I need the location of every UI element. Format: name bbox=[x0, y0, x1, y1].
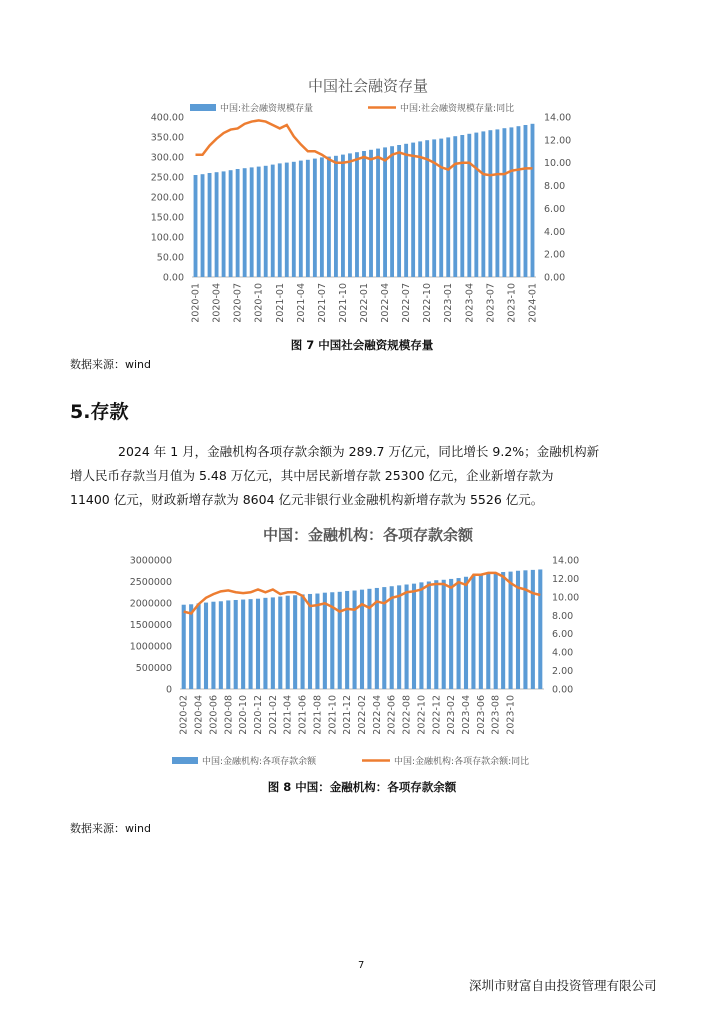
bar bbox=[264, 166, 268, 277]
bar bbox=[197, 603, 201, 689]
bar bbox=[271, 597, 275, 689]
x-tick-label: 2022-01 bbox=[359, 283, 370, 323]
x-tick-label: 2021-01 bbox=[274, 283, 286, 323]
x-tick-label: 2020-01 bbox=[190, 283, 202, 323]
legend-bar-swatch bbox=[190, 104, 216, 111]
bar bbox=[367, 589, 371, 689]
right-tick-label: 4.00 bbox=[552, 647, 574, 659]
x-tick-label: 2020-04 bbox=[211, 283, 223, 323]
bar bbox=[467, 134, 471, 277]
bar bbox=[419, 582, 423, 689]
left-tick-label: 2000000 bbox=[129, 598, 172, 610]
legend-bar-label: 中国:社会融资规模存量 bbox=[220, 104, 314, 114]
bar bbox=[355, 152, 359, 277]
bar bbox=[292, 162, 296, 277]
left-tick-label: 400.00 bbox=[150, 112, 184, 124]
bar bbox=[362, 151, 366, 277]
x-tick-label: 2020-04 bbox=[193, 695, 205, 735]
paragraph-line-2: 增人民币存款当月值为 5.48 万亿元，其中居民新增存款 25300 亿元，企业新增存款为 bbox=[70, 468, 554, 483]
x-tick-label: 2021-04 bbox=[295, 283, 307, 323]
right-tick-label: 4.00 bbox=[544, 226, 566, 238]
bar-series bbox=[194, 124, 535, 277]
section-heading: 5.存款 bbox=[70, 401, 129, 423]
x-tick-label: 2022-04 bbox=[380, 283, 392, 323]
bar bbox=[486, 574, 490, 689]
bar bbox=[412, 584, 416, 689]
x-axis-ticks bbox=[179, 695, 517, 735]
bar bbox=[338, 592, 342, 689]
bar bbox=[434, 580, 438, 689]
chart-title: 中国社会融资存量 bbox=[307, 77, 429, 95]
legend-line-label: 中国:社会融资规模存量:同比 bbox=[400, 104, 515, 114]
bar bbox=[449, 579, 453, 689]
bar bbox=[457, 578, 461, 689]
bar bbox=[263, 598, 267, 689]
bar bbox=[502, 128, 506, 277]
bar bbox=[390, 146, 394, 277]
bar bbox=[306, 160, 310, 277]
bar bbox=[182, 605, 186, 689]
left-tick-label: 150.00 bbox=[150, 212, 184, 224]
bar bbox=[397, 145, 401, 277]
x-tick-label: 2021-12 bbox=[342, 695, 354, 735]
bar bbox=[315, 594, 319, 689]
bar bbox=[229, 170, 233, 277]
bar bbox=[204, 603, 208, 689]
bar bbox=[313, 159, 317, 277]
left-tick-label: 100.00 bbox=[150, 232, 184, 244]
left-tick-label: 200.00 bbox=[150, 192, 184, 204]
page-number: 7 bbox=[358, 960, 365, 971]
right-tick-label: 12.00 bbox=[544, 135, 572, 147]
bar bbox=[334, 156, 338, 277]
bar bbox=[509, 572, 513, 689]
bar bbox=[189, 604, 193, 689]
bar bbox=[323, 593, 327, 689]
bar bbox=[241, 600, 245, 689]
bar bbox=[286, 596, 290, 689]
right-tick-label: 14.00 bbox=[552, 555, 580, 567]
bar bbox=[383, 147, 387, 277]
bar bbox=[201, 174, 205, 277]
x-tick-label: 2023-04 bbox=[461, 695, 472, 735]
bar bbox=[369, 150, 373, 277]
left-tick-label: 0.00 bbox=[162, 272, 184, 284]
bar bbox=[341, 155, 345, 277]
bar bbox=[250, 167, 254, 277]
data-source-2: 数据来源：wind bbox=[70, 822, 152, 835]
bar bbox=[299, 161, 303, 277]
right-tick-label: 0.00 bbox=[544, 272, 566, 284]
bar bbox=[320, 157, 324, 277]
bar bbox=[236, 169, 240, 277]
right-tick-label: 8.00 bbox=[552, 610, 574, 622]
x-tick-label: 2020-08 bbox=[223, 695, 235, 735]
left-tick-label: 1500000 bbox=[129, 620, 172, 631]
right-tick-label: 2.00 bbox=[552, 666, 574, 678]
bar bbox=[278, 163, 282, 277]
left-tick-label: 500000 bbox=[135, 663, 172, 674]
bar bbox=[208, 173, 212, 277]
right-tick-label: 10.00 bbox=[552, 592, 580, 604]
right-axis-ticks bbox=[544, 113, 571, 284]
bar bbox=[495, 129, 499, 277]
bar-series bbox=[182, 569, 543, 689]
bar bbox=[418, 141, 422, 277]
bar bbox=[432, 139, 436, 277]
bar bbox=[404, 144, 408, 277]
bar bbox=[510, 127, 514, 277]
bar bbox=[427, 582, 431, 690]
bar bbox=[442, 580, 446, 689]
chart-deposits bbox=[0, 515, 724, 785]
bar bbox=[439, 139, 443, 277]
paragraph bbox=[70, 440, 660, 512]
bar bbox=[215, 172, 219, 277]
chart-title: 中国：金融机构：各项存款余额 bbox=[262, 526, 474, 544]
bar bbox=[531, 570, 535, 689]
bar bbox=[453, 136, 457, 277]
left-tick-label: 0 bbox=[165, 684, 172, 696]
paragraph-line-1: 2024 年 1 月，金融机构各项存款余额为 289.7 万亿元，同比增长 9.2%；金融机构新 bbox=[118, 444, 600, 459]
left-tick-label: 250.00 bbox=[150, 172, 184, 184]
x-tick-label: 2022-06 bbox=[386, 695, 398, 735]
left-tick-label: 2500000 bbox=[129, 577, 172, 588]
x-tick-label: 2022-08 bbox=[401, 695, 413, 735]
x-tick-label: 2021-07 bbox=[316, 283, 328, 323]
x-tick-label: 2022-02 bbox=[357, 695, 368, 735]
x-tick-label: 2020-10 bbox=[238, 695, 250, 735]
x-tick-label: 2022-07 bbox=[401, 283, 413, 323]
x-tick-label: 2023-08 bbox=[490, 695, 502, 735]
bar bbox=[249, 599, 253, 689]
bar bbox=[479, 575, 483, 689]
x-tick-label: 2020-02 bbox=[178, 695, 190, 735]
bar bbox=[474, 133, 478, 277]
bar bbox=[243, 168, 247, 277]
bar bbox=[327, 157, 331, 277]
footer-company: 深圳市财富自由投资管理有限公司 bbox=[469, 978, 657, 993]
right-tick-label: 10.00 bbox=[544, 158, 572, 170]
x-tick-label: 2022-10 bbox=[416, 695, 428, 735]
bar bbox=[348, 153, 352, 277]
bar bbox=[285, 163, 289, 277]
x-tick-label: 2023-10 bbox=[505, 695, 517, 735]
bar bbox=[471, 576, 475, 689]
left-tick-label: 50.00 bbox=[156, 252, 184, 264]
figure8-caption: 图 8 中国：金融机构：各项存款余额 bbox=[267, 780, 457, 794]
x-tick-label: 2023-04 bbox=[464, 283, 476, 323]
right-tick-label: 2.00 bbox=[544, 249, 566, 261]
bar bbox=[501, 572, 505, 689]
bar bbox=[194, 175, 198, 277]
bar bbox=[405, 585, 409, 689]
bar bbox=[376, 149, 380, 277]
x-tick-label: 2021-10 bbox=[327, 695, 339, 735]
bar bbox=[524, 125, 528, 277]
bar bbox=[494, 573, 498, 689]
bar bbox=[271, 165, 275, 277]
bar bbox=[446, 137, 450, 277]
bar bbox=[538, 569, 542, 689]
data-source-1: 数据来源：wind bbox=[70, 358, 152, 371]
left-tick-label: 300.00 bbox=[150, 152, 184, 164]
x-tick-label: 2020-06 bbox=[208, 695, 220, 735]
bar bbox=[278, 597, 282, 689]
right-tick-label: 6.00 bbox=[544, 203, 566, 215]
right-tick-label: 8.00 bbox=[544, 181, 566, 193]
bar bbox=[219, 601, 223, 689]
right-tick-label: 14.00 bbox=[544, 112, 572, 124]
x-tick-label: 2020-10 bbox=[253, 283, 265, 323]
x-tick-label: 2022-10 bbox=[422, 283, 434, 323]
figure7-caption: 图 7 中国社会融资规模存量 bbox=[290, 338, 434, 352]
x-tick-label: 2023-10 bbox=[506, 283, 518, 323]
x-tick-label: 2023-06 bbox=[475, 695, 487, 735]
bar bbox=[517, 126, 521, 277]
bar bbox=[293, 595, 297, 689]
legend-line-label: 中国:金融机构:各项存款余额:同比 bbox=[394, 757, 530, 767]
left-tick-label: 1000000 bbox=[129, 641, 172, 653]
bar bbox=[257, 167, 261, 277]
x-tick-label: 2021-04 bbox=[282, 695, 294, 735]
x-tick-label: 2023-07 bbox=[485, 283, 497, 323]
bar bbox=[226, 600, 230, 689]
x-tick-label: 2024-01 bbox=[527, 283, 539, 323]
legend-bar-label: 中国:金融机构:各项存款余额 bbox=[202, 757, 317, 767]
x-tick-label: 2020-07 bbox=[232, 283, 244, 323]
x-tick-label: 2021-10 bbox=[337, 283, 349, 323]
left-axis-ticks bbox=[130, 556, 172, 696]
bar bbox=[256, 599, 260, 689]
x-tick-label: 2022-04 bbox=[371, 695, 383, 735]
right-tick-label: 12.00 bbox=[552, 573, 580, 585]
bar bbox=[531, 124, 535, 277]
bar bbox=[222, 171, 226, 277]
left-axis-ticks bbox=[151, 113, 184, 284]
bar bbox=[345, 591, 349, 689]
bar bbox=[411, 143, 415, 277]
x-tick-label: 2021-06 bbox=[297, 695, 309, 735]
bar bbox=[397, 585, 401, 689]
bar bbox=[353, 591, 357, 689]
bar bbox=[481, 131, 485, 277]
bar bbox=[234, 600, 238, 689]
bar bbox=[390, 586, 394, 689]
chart-social-financing bbox=[0, 0, 724, 340]
left-tick-label: 3000000 bbox=[129, 555, 172, 567]
x-axis-ticks bbox=[191, 283, 539, 323]
bar bbox=[460, 135, 464, 277]
x-tick-label: 2023-02 bbox=[446, 695, 458, 735]
bar bbox=[464, 577, 468, 689]
right-axis-ticks bbox=[552, 556, 579, 696]
legend-bar-swatch bbox=[172, 757, 198, 764]
bar bbox=[301, 594, 305, 689]
x-tick-label: 2022-12 bbox=[431, 695, 443, 735]
x-tick-label: 2020-12 bbox=[253, 695, 264, 735]
right-tick-label: 6.00 bbox=[552, 629, 574, 641]
x-tick-label: 2023-01 bbox=[443, 283, 455, 323]
x-tick-label: 2021-08 bbox=[312, 695, 324, 735]
x-tick-label: 2021-02 bbox=[267, 695, 279, 735]
paragraph-line-3: 11400 亿元，财政新增存款为 8604 亿元非银行业金融机构新增存款为 5526 亿元。 bbox=[70, 492, 544, 507]
bar bbox=[488, 130, 492, 277]
right-tick-label: 0.00 bbox=[552, 684, 574, 696]
bar bbox=[308, 594, 312, 689]
left-tick-label: 350.00 bbox=[150, 132, 184, 144]
bar bbox=[211, 602, 215, 689]
